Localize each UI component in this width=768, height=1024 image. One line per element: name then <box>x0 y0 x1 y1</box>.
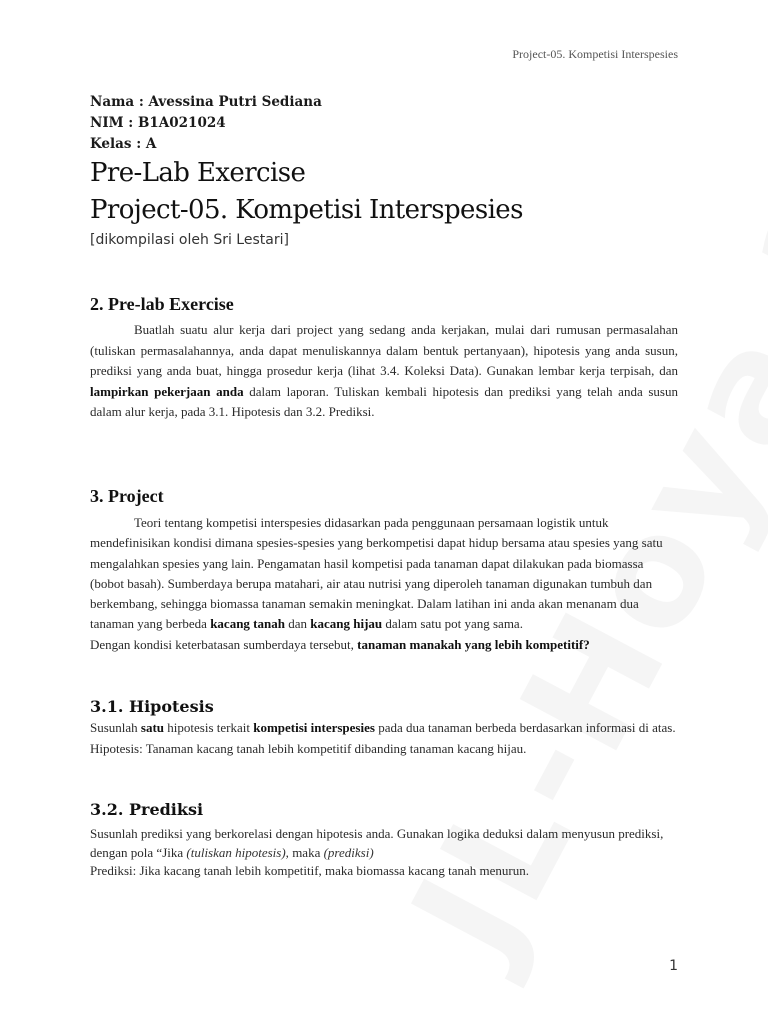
student-name: Nama : Avessina Putri Sediana <box>90 94 322 110</box>
project-body: Teori tentang kompetisi interspesies didasarkan pada penggunaan persamaan logistik untuk mendefinisikan kondisi dimana spesies-spesies yang berkompetisi dapat hidup bersama atau spesies yang satu mengalahkan spesies yang lain. Pengamatan hasil kompetisi pada tanaman dapat dilakukan pada biomassa (bobot basah). Sumberdaya berupa matahari, air atau nutrisi yang diperoleh tanaman digunakan tumbuh dan berkembang, sehingga biomassa tanaman semakin meningkat. Dalam latihan ini anda akan menanam dua tanaman yang berbeda kacang tanah dan kacang hijau dalam satu pot yang sama. <box>90 515 663 632</box>
document-title: Pre-Lab Exercise <box>90 158 306 188</box>
prelab-paragraph: Buatlah suatu alur kerja dari project yang sedang anda kerjakan, mulai dari rumusan permasalahan (tuliskan permasalahannya, anda dapat menuliskannya dalam bentuk pertanyaan), hipotesis yang anda susun, prediksi yang anda buat, hingga prosedur kerja (lihat 3.4. Koleksi Data). Gunakan lembar kerja terpisah, dan lampirkan pekerjaan anda dalam laporan. Tuliskan kembali hipotesis dan prediksi yang telah anda susun dalam alur kerja, pada 3.1. Hipotesis dan 3.2. Prediksi. <box>90 322 678 419</box>
hipotesis-instruction: Susunlah satu hipotesis terkait kompetisi interspesies pada dua tanaman berbeda berdasarkan informasi di atas. <box>90 720 676 735</box>
running-header: Project-05. Kompetisi Interspesies <box>512 47 678 61</box>
page-number: 1 <box>669 958 678 974</box>
prediksi-heading: 3.2. Prediksi <box>90 800 204 819</box>
project-heading: 3. Project <box>90 486 164 506</box>
prediksi-paragraph <box>90 825 678 881</box>
hipotesis-heading: 3.1. Hipotesis <box>90 697 214 716</box>
project-question: Dengan kondisi keterbatasan sumberdaya tersebut, tanaman manakah yang lebih kompetitif? <box>90 636 590 652</box>
hipotesis-paragraph <box>90 718 678 759</box>
hipotesis-answer: Hipotesis: Tanaman kacang tanah lebih kompetitif dibanding tanaman kacang hijau. <box>90 740 527 756</box>
prelab-heading: 2. Pre-lab Exercise <box>90 294 234 314</box>
student-nim: NIM : B1A021024 <box>90 115 226 131</box>
prediksi-instruction: Susunlah prediksi yang berkorelasi dengan hipotesis anda. Gunakan logika deduksi dalam menyusun prediksi, dengan pola “Jika (tuliskan hipotesis), maka (prediksi) <box>90 826 664 860</box>
project-paragraph <box>90 513 678 655</box>
document-subtitle: Project-05. Kompetisi Interspesies <box>90 195 523 225</box>
prediksi-answer: Prediksi: Jika kacang tanah lebih kompetitif, maka biomassa kacang tanah menurun. <box>90 863 529 878</box>
student-class: Kelas : A <box>90 136 157 152</box>
compiled-by: [dikompilasi oleh Sri Lestari] <box>90 232 289 248</box>
